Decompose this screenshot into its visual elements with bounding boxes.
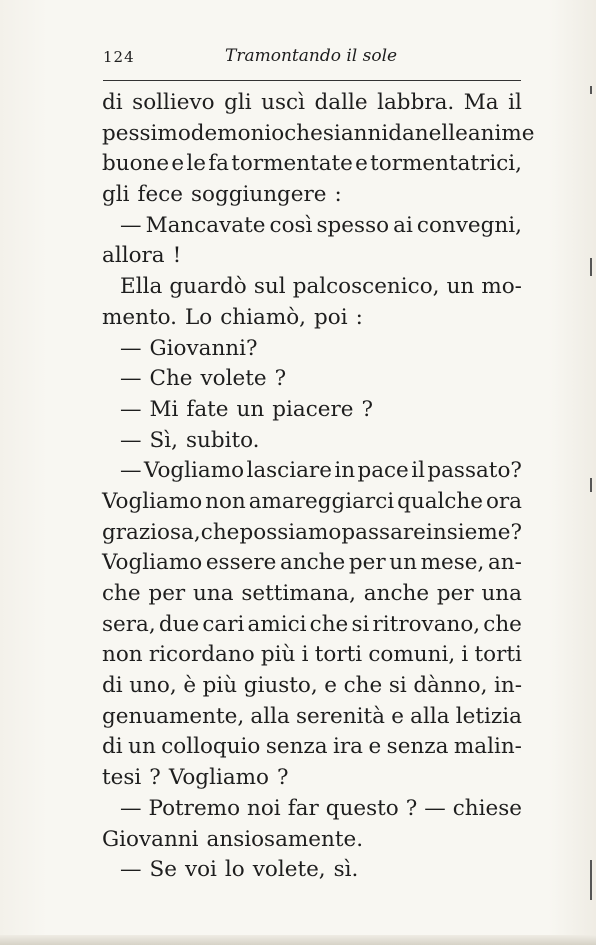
text-line: gli fece soggiungere :	[102, 182, 342, 208]
text-line: Giovanni ansiosamente.	[102, 826, 364, 852]
text-line: — Se voi lo volete, sì.	[120, 857, 359, 883]
text-line: che per una settimana, anche per una	[102, 581, 522, 606]
text-line: — Potremo noi far questo ? — chiese	[120, 795, 522, 821]
text-line: pessimo demonio che si annida nelle anime	[102, 120, 535, 146]
text-line: — Mancavate così spesso ai convegni,	[120, 212, 522, 238]
text-line: Vogliamo non amareggiarci qualche ora	[102, 488, 522, 514]
body-text	[102, 88, 535, 886]
page-number: 124	[103, 48, 135, 66]
text-line: buone e le fa tormentate e tormentatrici,	[102, 151, 522, 177]
running-title: Tramontando il sole	[225, 46, 398, 66]
margin-mark	[590, 478, 592, 492]
text-line: di un colloquio senza ira e senza malin-	[102, 734, 522, 760]
text-line: genuamente, alla serenità e alla letizia	[102, 703, 522, 729]
text-line: Vogliamo essere anche per un mese, an-	[102, 550, 522, 576]
text-line: di uno, è più giusto, e che si dànno, in-	[102, 673, 522, 699]
text-line: non ricordano più i torti comuni, i torti	[102, 642, 522, 668]
page-header	[103, 44, 523, 72]
margin-mark	[590, 860, 592, 900]
text-line: — Vogliamo lasciare in pace il passato?	[120, 458, 522, 484]
text-line: graziosa, che possiamo passare insieme?	[102, 519, 522, 545]
text-line: — Mi fate un piacere ?	[120, 396, 373, 422]
text-line: sera, due cari amici che si ritrovano, che	[102, 611, 522, 637]
text-line: mento. Lo chiamò, poi :	[102, 304, 363, 330]
text-line: Ella guardò sul palcoscenico, un mo-	[120, 274, 522, 300]
text-line: di sollievo gli uscì dalle labbra. Ma il	[102, 90, 522, 115]
text-line: — Giovanni?	[120, 335, 258, 361]
margin-mark	[590, 86, 592, 94]
text-line: tesi ? Vogliamo ?	[102, 765, 289, 791]
text-line: — Che volete ?	[120, 366, 287, 392]
text-line: — Sì, subito.	[120, 427, 260, 453]
header-rule	[103, 80, 521, 81]
page-bottom-edge	[0, 935, 596, 945]
margin-mark	[590, 258, 592, 276]
text-line: allora !	[102, 243, 182, 269]
